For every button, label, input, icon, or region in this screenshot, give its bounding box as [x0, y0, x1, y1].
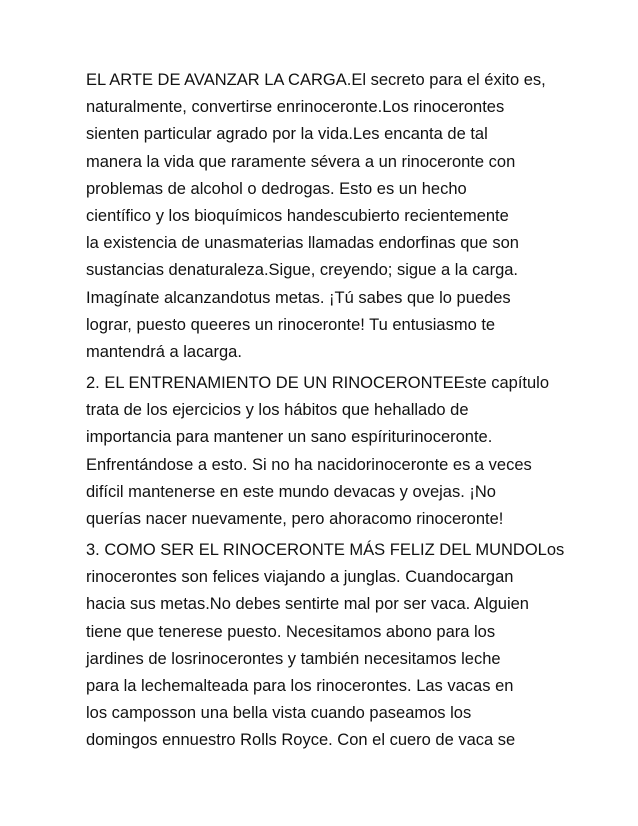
text-line: los camposson una bella vista cuando paseamos los	[86, 704, 472, 723]
text-line: querías nacer nuevamente, pero ahoracomo rinoceronte!	[86, 510, 504, 529]
text-line: difícil mantenerse en este mundo devacas y ovejas. ¡No	[86, 482, 496, 501]
text-line: sustancias denaturaleza.Sigue, creyendo; sigue a la carga.	[86, 261, 519, 280]
paragraph-2	[86, 370, 564, 533]
text-line: 3. COMO SER EL RINOCERONTE MÁS FELIZ DEL MUNDOLos	[86, 541, 565, 559]
text-line: científico y los bioquímicos handescubierto recientemente	[86, 207, 509, 226]
text-line: manera la vida que raramente sévera a un rinoceronte con	[86, 152, 516, 171]
text-line: tiene que tenerese puesto. Necesitamos abono para los	[86, 622, 496, 641]
text-line: domingos ennuestro Rolls Royce. Con el cuero de vaca se	[86, 731, 516, 750]
text-line: hacia sus metas.No debes sentirte mal por ser vaca. Alguien	[86, 595, 529, 614]
text-line: para la lechemalteada para los rinocerontes. Las vacas en	[86, 677, 514, 696]
text-line: rinocerontes son felices viajando a junglas. Cuandocargan	[86, 568, 514, 587]
text-line: EL ARTE DE AVANZAR LA CARGA.El secreto para el éxito es,	[86, 71, 546, 89]
text-line: trata de los ejercicios y los hábitos que hehallado de	[86, 401, 469, 420]
text-line: problemas de alcohol o dedrogas. Esto es un hecho	[86, 179, 467, 198]
text-line: 2. EL ENTRENAMIENTO DE UN RINOCERONTEEste capítulo	[86, 374, 550, 392]
text-line: Enfrentándose a esto. Si no ha nacidorinoceronte es a veces	[86, 455, 532, 474]
paragraph-1	[86, 67, 564, 366]
text-line: naturalmente, convertirse enrinoceronte.Los rinocerontes	[86, 98, 505, 117]
text-line: sienten particular agrado por la vida.Les encanta de tal	[86, 125, 488, 144]
text-line: la existencia de unasmaterias llamadas endorfinas que son	[86, 234, 519, 253]
text-line: jardines de losrinocerontes y también necesitamos leche	[86, 649, 501, 668]
text-line: lograr, puesto queeres un rinoceronte! Tu entusiasmo te	[86, 315, 496, 334]
text-line: importancia para mantener un sano espíriturinoceronte.	[86, 428, 493, 447]
text-line: mantendrá a lacarga.	[86, 343, 242, 362]
paragraph-3	[86, 537, 564, 755]
text-line: Imagínate alcanzandotus metas. ¡Tú sabes que lo puedes	[86, 288, 511, 307]
